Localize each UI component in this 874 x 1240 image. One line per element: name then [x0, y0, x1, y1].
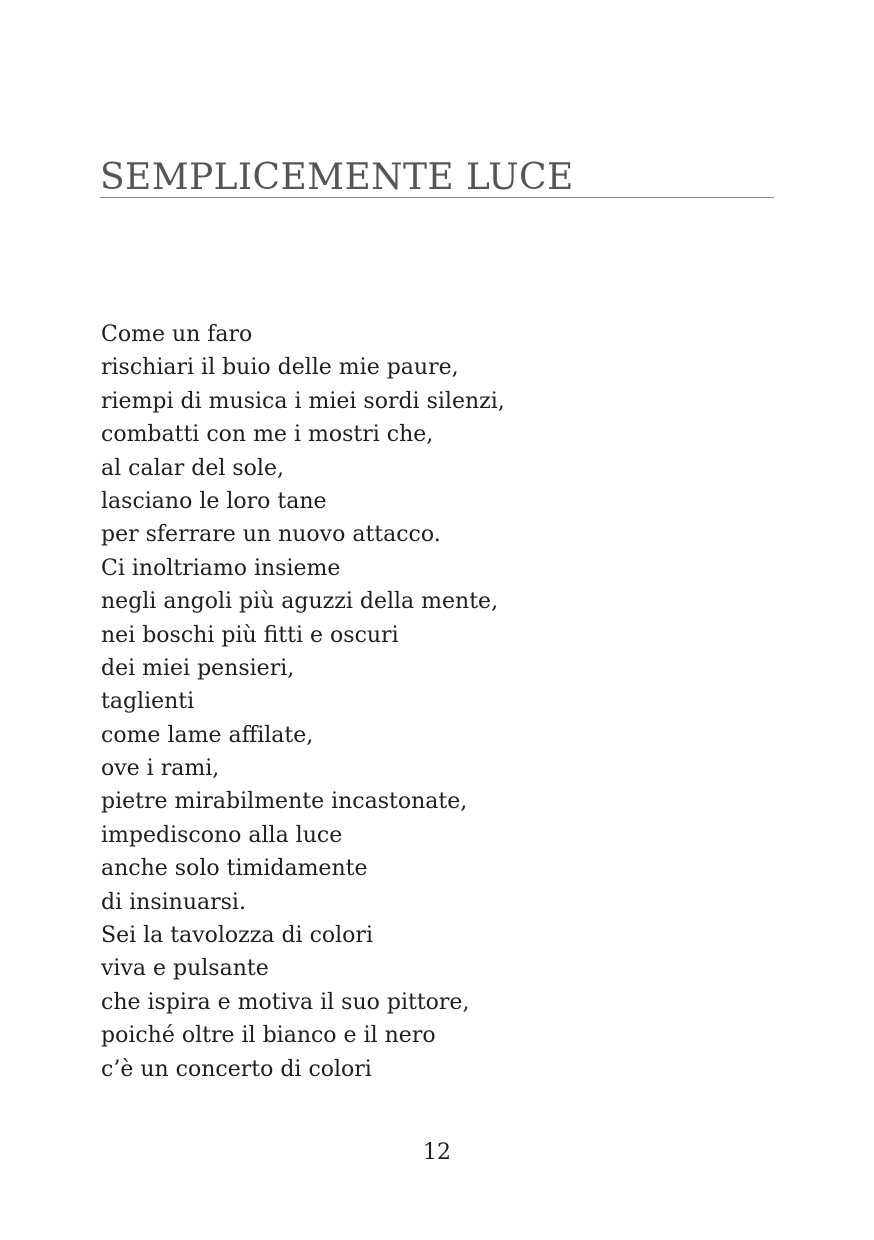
poem-line: che ispira e motiva il suo pittore, — [101, 989, 470, 1015]
poem-line: come lame affilate, — [101, 722, 314, 748]
poem-line: negli angoli più aguzzi della mente, — [101, 589, 499, 615]
poem-line: pietre mirabilmente incastonate, — [101, 789, 468, 815]
poem-line: di insinuarsi. — [101, 889, 246, 915]
poem-line: combatti con me i mostri che, — [101, 422, 434, 448]
poem-line: nei boschi più fitti e oscuri — [101, 622, 399, 648]
poem-line: per sferrare un nuovo attacco. — [101, 522, 441, 548]
poem-line: c’è un concerto di colori — [101, 1056, 372, 1082]
page-number: 12 — [423, 1140, 451, 1165]
poem-line: Sei la tavolozza di colori — [101, 923, 373, 949]
page-title: SEMPLICEMENTE LUCE — [100, 157, 574, 198]
poem-line: al calar del sole, — [101, 455, 284, 481]
title-underline-rule — [100, 197, 774, 198]
poem-line: riempi di musica i miei sordi silenzi, — [101, 388, 505, 414]
poem-line: dei miei pensieri, — [101, 655, 295, 681]
poem-line: ove i rami, — [101, 756, 220, 782]
poem-line: Ci inoltriamo insieme — [101, 555, 341, 581]
poem-line: poiché oltre il bianco e il nero — [101, 1023, 436, 1049]
poem-line: rischiari il buio delle mie paure, — [101, 355, 459, 381]
poem-line: anche solo timidamente — [101, 856, 368, 882]
poem-line: lasciano le loro tane — [101, 488, 327, 514]
poem-body — [101, 318, 505, 1086]
poem-line: taglienti — [101, 689, 195, 715]
poem-line: Come un faro — [101, 322, 253, 347]
poem-line: viva e pulsante — [101, 956, 269, 982]
poem-line: impediscono alla luce — [101, 822, 343, 848]
